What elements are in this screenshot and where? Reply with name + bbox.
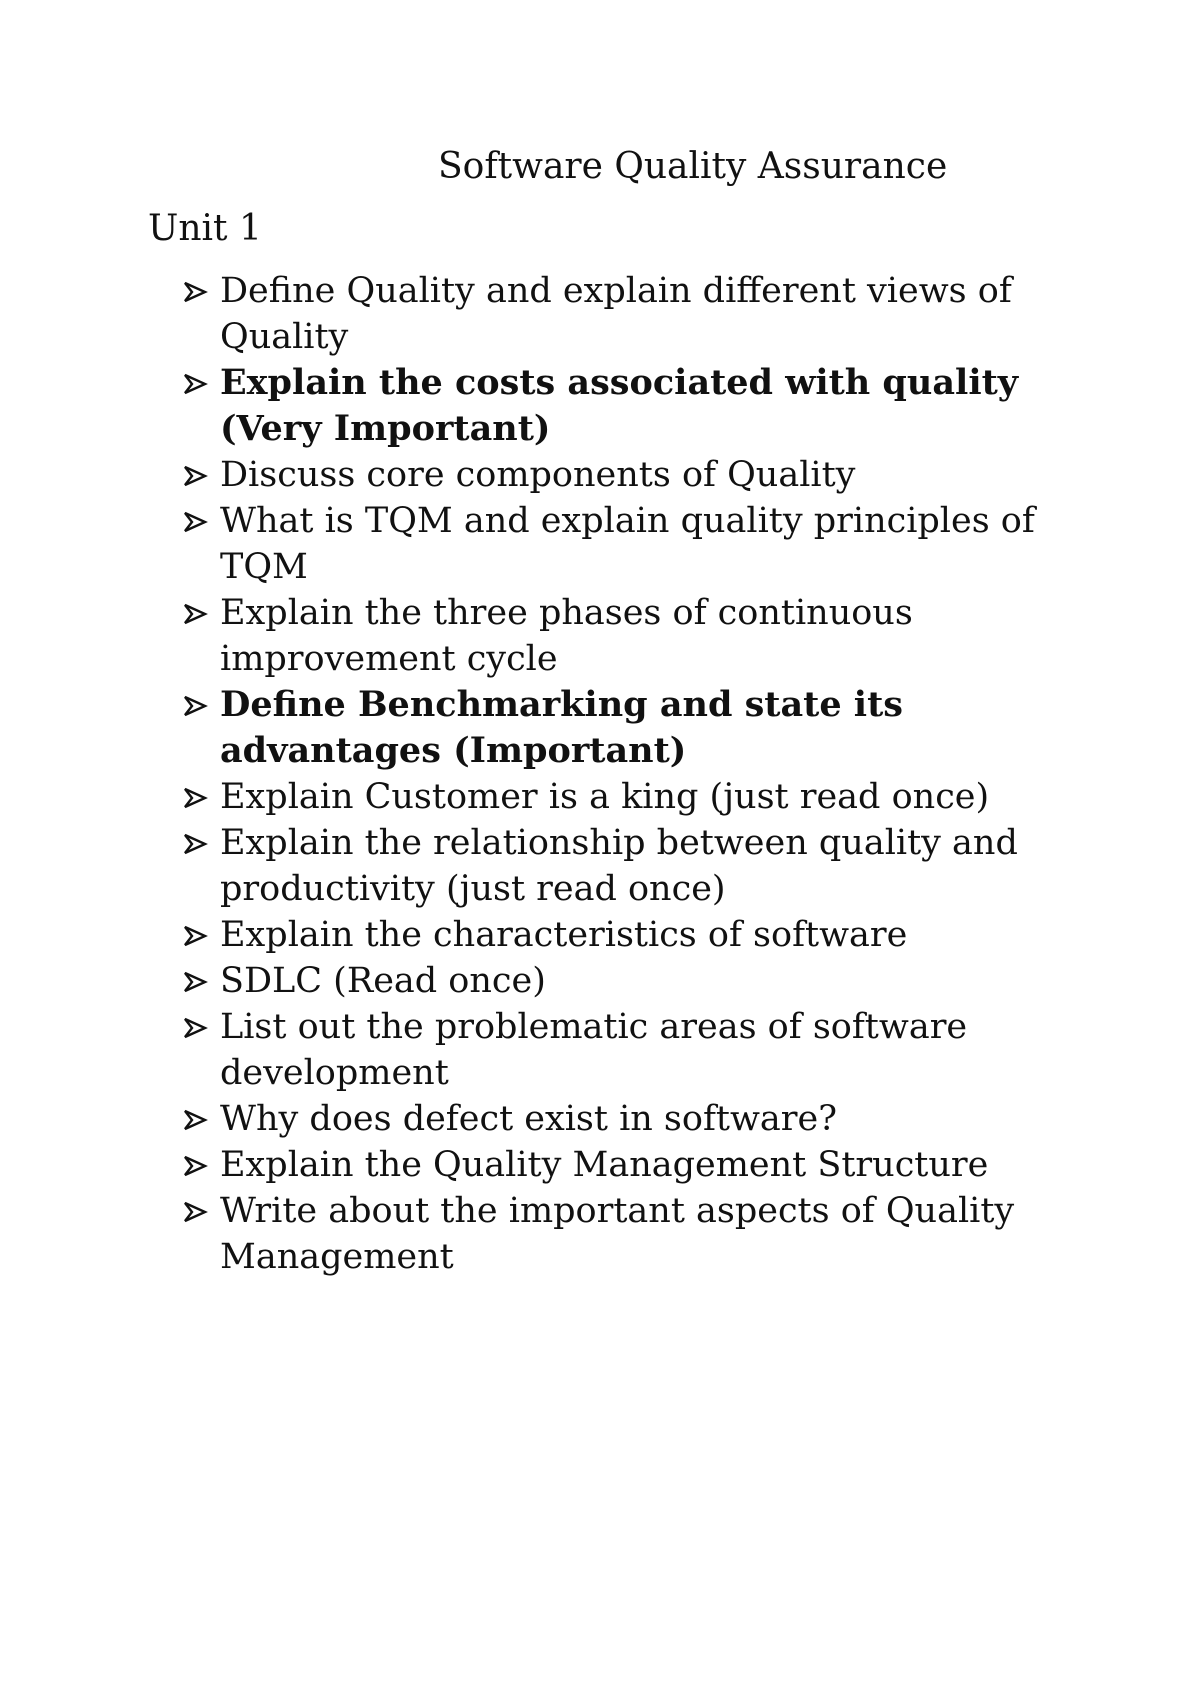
question-text: Define Quality and explain different views of Quality: [220, 271, 1012, 357]
list-item: [0, 360, 1100, 452]
arrow-bullet-icon: [183, 1201, 209, 1223]
arrow-bullet-icon: [183, 1109, 209, 1131]
question-text: Explain the characteristics of software: [220, 915, 908, 955]
arrow-bullet-icon: [183, 971, 209, 993]
list-item: [0, 912, 1100, 958]
list-item: [0, 590, 1100, 682]
question-text: Explain the three phases of continuous improvement cycle: [220, 593, 913, 679]
question-text: List out the problematic areas of software development: [220, 1007, 968, 1093]
list-item: [0, 682, 1100, 774]
arrow-bullet-icon: [183, 925, 209, 947]
list-item: [0, 774, 1100, 820]
question-list: [0, 268, 1200, 1280]
question-text: What is TQM and explain quality principles of TQM: [220, 501, 1035, 587]
arrow-bullet-icon: [183, 511, 209, 533]
question-text: Why does defect exist in software?: [220, 1099, 838, 1139]
question-text: Explain the relationship between quality and productivity (just read once): [220, 823, 1018, 909]
question-text: Define Benchmarking and state its advantages (Important): [220, 684, 903, 771]
question-text: Write about the important aspects of Quality Management: [220, 1191, 1015, 1277]
arrow-bullet-icon: [183, 787, 209, 809]
list-item: [0, 452, 1100, 498]
arrow-bullet-icon: [183, 695, 209, 717]
question-text: Explain the Quality Management Structure: [220, 1145, 989, 1185]
list-item: [0, 498, 1100, 590]
question-text: Explain Customer is a king (just read once): [220, 777, 990, 817]
arrow-bullet-icon: [183, 465, 209, 487]
list-item: [0, 1096, 1100, 1142]
arrow-bullet-icon: [183, 1155, 209, 1177]
arrow-bullet-icon: [183, 1017, 209, 1039]
list-item: [0, 1188, 1100, 1280]
list-item: [0, 1142, 1100, 1188]
arrow-bullet-icon: [183, 833, 209, 855]
unit-heading: Unit 1: [148, 208, 262, 249]
list-item: [0, 1004, 1100, 1096]
question-text: SDLC (Read once): [220, 961, 546, 1001]
document-title: Software Quality Assurance: [438, 146, 948, 187]
list-item: [0, 820, 1100, 912]
arrow-bullet-icon: [183, 373, 209, 395]
list-item: [0, 268, 1100, 360]
arrow-bullet-icon: [183, 603, 209, 625]
question-text: Explain the costs associated with quality (Very Important): [220, 362, 1019, 449]
list-item: [0, 958, 1100, 1004]
question-text: Discuss core components of Quality: [220, 455, 856, 495]
arrow-bullet-icon: [183, 281, 209, 303]
